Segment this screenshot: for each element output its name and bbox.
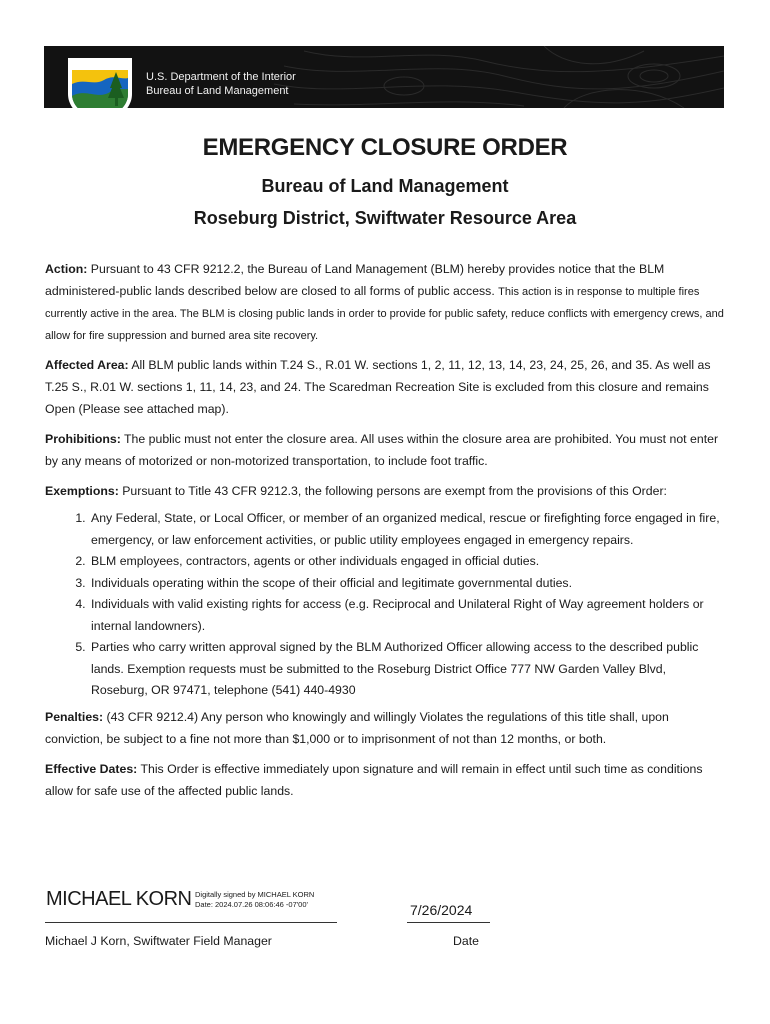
- list-item: 3. Individuals operating within the scope of their official and legitimate governmental duties.: [89, 573, 725, 595]
- list-item: 4. Individuals with valid existing rights for access (e.g. Reciprocal and Unilateral Right of Way agreement holders or internal landowners).: [89, 594, 725, 637]
- exemptions-list: [45, 508, 725, 702]
- action-text: Pursuant to 43 CFR 9212.2, the Bureau of Land Management (BLM) hereby provides notice that the BLM administered-public lands described below are closed to all forms of public access.: [45, 262, 665, 298]
- signature-name: MICHAEL KORN: [46, 888, 192, 910]
- order-body: [45, 258, 725, 810]
- penalties-label: Penalties:: [45, 709, 104, 724]
- prohibitions-label: Prohibitions:: [45, 432, 121, 446]
- penalties-text: (43 CFR 9212.4) Any person who knowingly and willingly Violates the regulations of this title shall, upon conviction, be subject to a fine not more than $1,000 or to imprisonment of not than 12 months, or both.: [45, 709, 669, 746]
- effective-paragraph: [45, 758, 725, 802]
- exemptions-label: Exemptions:: [45, 484, 119, 498]
- signature-line: [45, 922, 337, 923]
- blm-logo: [64, 54, 136, 108]
- action-paragraph: [45, 258, 725, 346]
- date-label: Date: [453, 934, 479, 948]
- bureau-name: Bureau of Land Management: [146, 85, 289, 97]
- penalties-paragraph: [45, 706, 725, 750]
- exemptions-text: Pursuant to Title 43 CFR 9212.3, the following persons are exempt from the provisions of this Order:: [122, 484, 667, 498]
- effective-text: This Order is effective immediately upon signature and will remain in effect until such time as conditions allow for safe use of the affected public lands.: [45, 761, 703, 798]
- list-item: 5. Parties who carry written approval signed by the BLM Authorized Officer allowing access to the described public lands. Exemption requests must be submitted to the Roseburg District Office 777 NW Garden Valley Blvd, Roseburg, OR 97471, telephone (541) 440-4930: [89, 637, 725, 702]
- list-item: 1. Any Federal, State, or Local Officer, or member of an organized medical, rescue or firefighting force engaged in fire, emergency, or law enforcement activities, or public utility employees engaged in emergency repairs.: [89, 508, 725, 551]
- signature-meta-line1: Digitally signed by MICHAEL KORN: [195, 890, 315, 899]
- action-text-small: This action is in response to multiple fires currently active in the area. The BLM is closing public lands in order to provide for public safety, reduce conflicts with emergency crews, and allow for fire suppression and burned area site recovery.: [45, 286, 724, 342]
- subtitle-district: Roseburg District, Swiftwater Resource Area: [193, 208, 577, 228]
- department-name: U.S. Department of the Interior: [146, 71, 296, 83]
- prohibitions-paragraph: [45, 428, 725, 472]
- exemptions-paragraph: [45, 480, 725, 502]
- page-title: EMERGENCY CLOSURE ORDER: [202, 134, 568, 161]
- signature-meta-line2: Date: 2024.07.26 08:06:46 -07'00': [195, 900, 308, 909]
- affected-paragraph: [45, 354, 725, 420]
- signature-date: 7/26/2024: [410, 902, 473, 918]
- signer-title: Michael J Korn, Swiftwater Field Manager: [45, 934, 272, 948]
- subtitle-bureau: Bureau of Land Management: [261, 176, 509, 196]
- date-line: [407, 922, 490, 923]
- digital-signature-meta: [195, 890, 314, 910]
- affected-label: Affected Area:: [45, 358, 129, 372]
- effective-label: Effective Dates:: [45, 761, 138, 776]
- prohibitions-text: The public must not enter the closure area. All uses within the closure area are prohibited. You must not enter by any means of motorized or non-motorized transportation, to include foot traffic.: [45, 432, 719, 468]
- action-label: Action:: [45, 262, 88, 276]
- header-banner: [44, 46, 724, 108]
- affected-text: All BLM public lands within T.24 S., R.01 W. sections 1, 2, 11, 12, 13, 14, 23, 24, 25, 26, and 35. As well as T.25 S., R.01 W. sections 1, 11, 14, 23, and 24. The Scaredman Recreation Site is excluded from this closure and remains Open (Please see attached map).: [45, 358, 711, 416]
- list-item: 2. BLM employees, contractors, agents or other individuals engaged in official duties.: [89, 551, 725, 573]
